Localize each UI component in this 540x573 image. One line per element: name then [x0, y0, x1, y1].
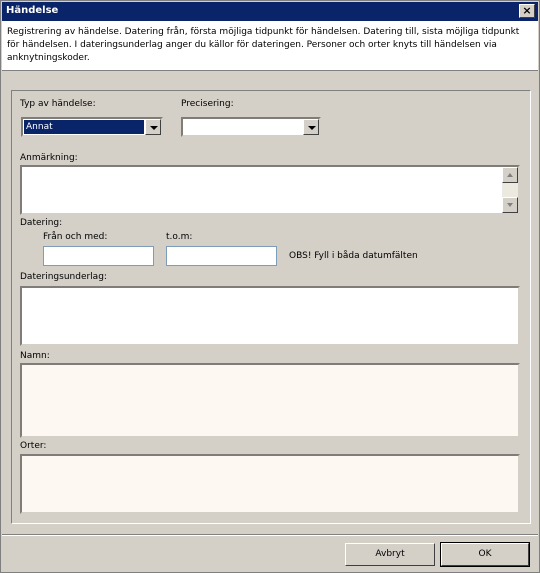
- precision-select-value: [184, 120, 302, 134]
- type-select-value: Annat: [24, 120, 144, 134]
- type-select[interactable]: [21, 117, 163, 137]
- to-label: t.o.m:: [166, 232, 193, 242]
- chevron-down-icon[interactable]: [303, 119, 319, 135]
- precision-select[interactable]: [181, 117, 321, 137]
- basis-label: Dateringsunderlag:: [20, 272, 107, 282]
- title-bar[interactable]: [2, 2, 538, 21]
- places-label: Orter:: [20, 441, 47, 451]
- dating-label: Datering:: [20, 218, 63, 228]
- scroll-up-icon[interactable]: [502, 167, 518, 183]
- form-panel: [11, 90, 531, 524]
- cancel-button[interactable]: [345, 543, 435, 566]
- to-date-input[interactable]: [166, 246, 277, 266]
- chevron-down-icon[interactable]: [145, 119, 161, 135]
- precision-label: Precisering:: [181, 99, 234, 109]
- names-list[interactable]: [20, 363, 520, 438]
- ok-button[interactable]: [441, 543, 529, 566]
- cancel-button-label: Avbryt: [375, 549, 405, 559]
- footer-divider: [2, 534, 538, 536]
- dating-note: OBS! Fyll i båda datumfälten: [289, 251, 418, 261]
- ok-button-label: OK: [478, 549, 492, 559]
- from-label: Från och med:: [43, 232, 108, 242]
- remark-scrollbar[interactable]: [502, 167, 518, 213]
- info-text: Registrering av händelse. Datering från, första möjliga tidpunkt för händelsen. Datering till, sista möjliga tidpunkt för händelsen. I dateringsunderlag anger du källor för dateringen. Personer och orter knyts till händelsen via anknytningskoder.: [7, 27, 520, 63]
- from-date-input[interactable]: [43, 246, 154, 266]
- remark-label: Anmärkning:: [20, 153, 78, 163]
- close-button[interactable]: [519, 4, 535, 18]
- close-icon: ×: [522, 4, 532, 17]
- remark-textarea[interactable]: [20, 165, 520, 215]
- basis-textarea[interactable]: [20, 286, 520, 346]
- info-panel: [2, 21, 538, 71]
- type-label: Typ av händelse:: [20, 99, 96, 109]
- names-label: Namn:: [20, 351, 50, 361]
- scroll-down-icon[interactable]: [502, 197, 518, 213]
- window-title: Händelse: [6, 5, 59, 16]
- places-list[interactable]: [20, 454, 520, 514]
